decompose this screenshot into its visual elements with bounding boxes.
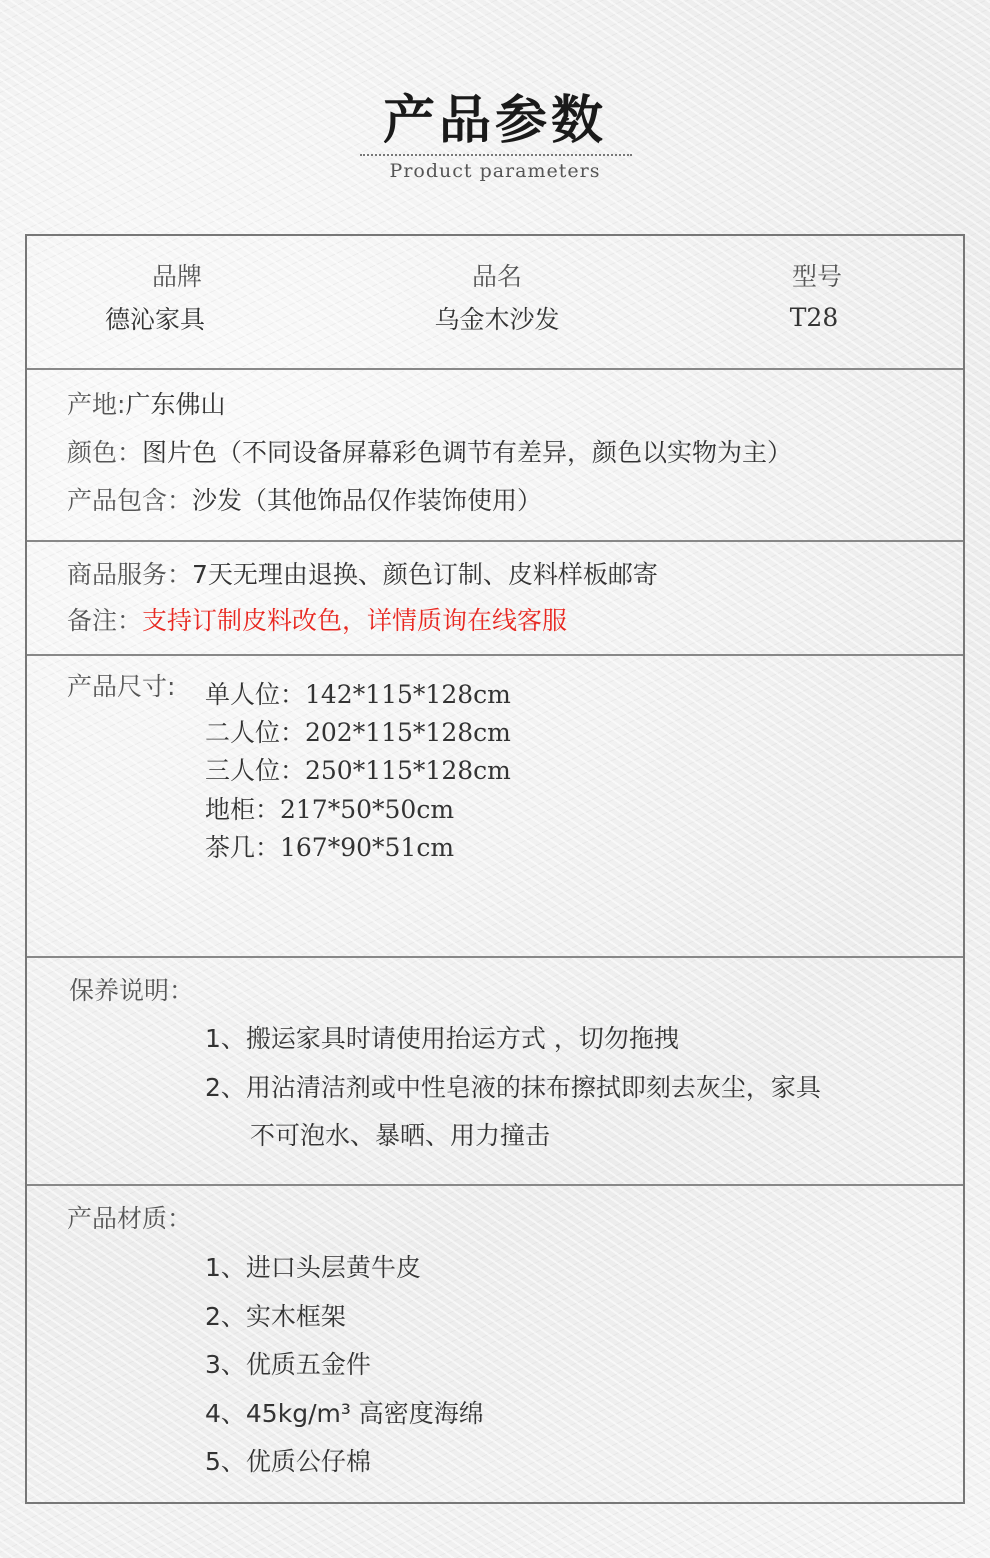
package-label: 产品包含： (67, 486, 193, 515)
material-label: 产品材质： (67, 1204, 193, 1233)
model-value: T28 (789, 303, 839, 332)
size-section (27, 654, 963, 958)
care-item-1: 1、搬运家具时请使用抬运方式 ，切勿拖拽 (205, 1024, 679, 1053)
note-row (67, 606, 567, 636)
basic-info-section (27, 236, 963, 370)
service-section (27, 540, 963, 656)
name-label: 品名 (471, 262, 522, 291)
package-value: 沙发（其他饰品仅作装饰使用） (192, 486, 543, 515)
size-label: 产品尺寸: (67, 672, 176, 701)
material-section (27, 1184, 963, 1502)
care-item-2-continued: 不可泡水、暴晒、用力撞击 (250, 1121, 551, 1150)
page-subtitle: Product parameters (389, 160, 601, 182)
size-item-cabinet: 地柜：217*50*50cm (205, 795, 455, 824)
brand-label: 品牌 (151, 262, 202, 291)
origin-row (67, 390, 225, 420)
size-item-double: 二人位：202*115*128cm (205, 718, 511, 747)
size-item-single: 单人位：142*115*128cm (205, 680, 511, 709)
color-value: 图片色（不同设备屏幕彩色调节有差异，颜色以实物为主） (142, 438, 793, 467)
size-item-triple: 三人位：250*115*128cm (205, 756, 511, 785)
brand-value: 德沁家具 (104, 305, 205, 334)
size-item-tea-table: 茶几：167*90*51cm (205, 833, 455, 862)
origin-section (27, 368, 963, 542)
care-item-2: 2、用沾清洁剂或中性皂液的抹布擦拭即刻去灰尘，家具 (205, 1073, 821, 1102)
material-item-5: 5、优质公仔棉 (205, 1447, 371, 1476)
material-item-4: 4、45kg/m³ 高密度海绵 (205, 1399, 484, 1428)
material-item-3: 3、优质五金件 (205, 1350, 371, 1379)
title-divider (360, 154, 632, 156)
material-item-1: 1、进口头层黄牛皮 (205, 1253, 421, 1282)
parameters-table (25, 234, 965, 1504)
name-value: 乌金木沙发 (434, 305, 560, 334)
material-item-2: 2、实木框架 (205, 1302, 346, 1331)
service-label: 商品服务： (67, 560, 193, 589)
care-label: 保养说明： (69, 976, 195, 1005)
color-label: 颜色： (67, 438, 143, 467)
service-row (67, 560, 658, 590)
page-title: 产品参数 (382, 91, 607, 151)
service-value: 7天无理由退换、颜色订制、皮料样板邮寄 (192, 560, 658, 589)
note-label: 备注： (67, 606, 143, 635)
model-label: 型号 (791, 262, 842, 291)
origin-value: 广东佛山 (125, 390, 226, 419)
origin-label: 产地: (67, 390, 126, 419)
note-value: 支持订制皮料改色，详情质询在线客服 (142, 606, 568, 635)
care-section (27, 956, 963, 1186)
package-row (67, 486, 542, 516)
color-row (67, 438, 792, 468)
